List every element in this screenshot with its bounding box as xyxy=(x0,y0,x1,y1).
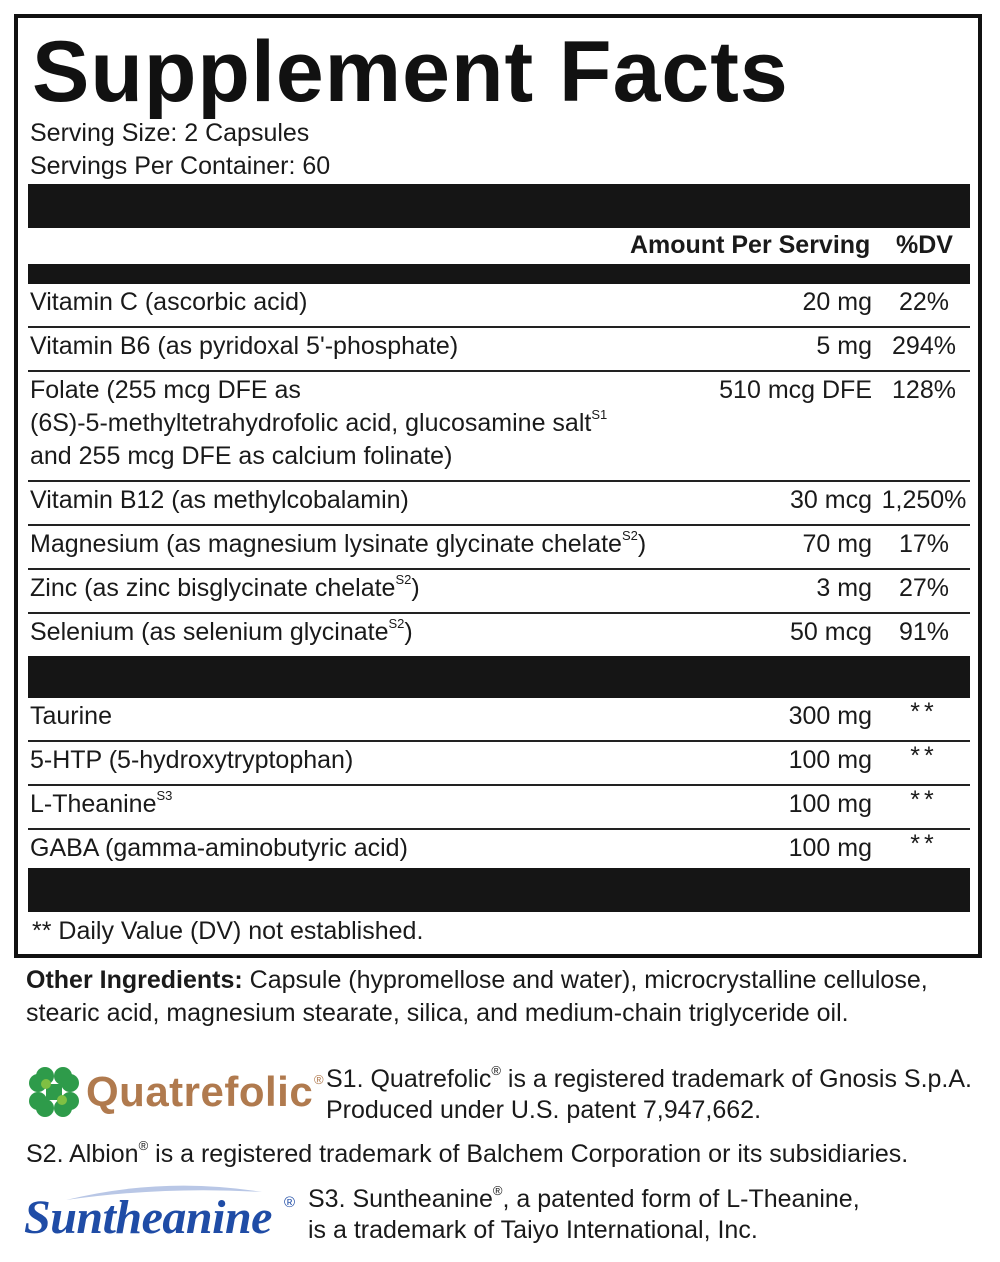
ingredient-dv: ** xyxy=(910,698,938,726)
suntheanine-registered-mark: ® xyxy=(284,1194,296,1211)
s2-text-a: S2. Albion xyxy=(26,1140,139,1168)
trademark-note-s1-line2: Produced under U.S. patent 7,947,662. xyxy=(326,1096,762,1124)
s1-text-a: S1. Quatrefolic xyxy=(326,1065,492,1093)
panel-title: Supplement Facts xyxy=(32,24,789,120)
ingredient-amount: 100 mg xyxy=(788,746,872,774)
clover-icon xyxy=(24,1062,84,1122)
ingredient-name: Taurine xyxy=(30,702,112,730)
s1-text-b: is a registered trademark of Gnosis S.p.A. xyxy=(500,1065,972,1093)
table-row xyxy=(28,742,970,786)
ingredient-dv: ** xyxy=(910,742,938,770)
footnote-marker: S2 xyxy=(395,572,412,587)
ingredient-amount: 3 mg xyxy=(816,574,872,602)
registered-mark: ® xyxy=(492,1183,503,1198)
ingredient-dv: 27% xyxy=(898,574,950,602)
ingredient-name: Vitamin B12 (as methylcobalamin) xyxy=(30,486,409,514)
section-divider-bar xyxy=(28,656,970,698)
ingredient-name xyxy=(30,616,690,649)
ingredient-dv: 128% xyxy=(892,376,956,404)
quatrefolic-registered-mark: ® xyxy=(314,1072,324,1087)
ingredient-amount: 70 mg xyxy=(802,530,872,558)
ingredient-amount: 300 mg xyxy=(788,702,872,730)
table-row xyxy=(28,570,970,614)
other-ingredients-heading: Other Ingredients: xyxy=(26,966,243,994)
table-row xyxy=(28,284,970,328)
ingredient-name-text: Zinc (as zinc bisglycinate chelate xyxy=(30,574,396,602)
ingredient-name-text: L-Theanine xyxy=(30,790,157,818)
ingredient-name: Vitamin B6 (as pyridoxal 5'-phosphate) xyxy=(30,332,459,360)
other-ingredients-text: Capsule (hypromellose and water), microcrystalline cellulose, stearic acid, magnesium stearate, silica, and medium-chain triglyceride oil. xyxy=(26,966,928,1027)
ingredient-amount: 30 mcg xyxy=(790,486,872,514)
ingredient-name xyxy=(30,374,730,473)
ingredient-name xyxy=(30,528,730,561)
suntheanine-wordmark: Suntheanine xyxy=(24,1191,272,1244)
trademark-note-s3-line2: is a trademark of Taiyo International, Inc. xyxy=(308,1216,758,1244)
ingredient-amount: 100 mg xyxy=(788,834,872,862)
registered-mark: ® xyxy=(491,1063,501,1078)
table-row xyxy=(28,526,970,570)
ingredient-dv: 17% xyxy=(898,530,950,558)
trademark-note-s3 xyxy=(308,1184,860,1215)
quatrefolic-wordmark: Quatrefolic xyxy=(86,1068,314,1115)
ingredient-name-suffix: ) xyxy=(411,574,420,602)
other-ingredients xyxy=(26,964,976,1030)
ingredient-dv: 22% xyxy=(898,288,950,316)
s3-text-a: S3. Suntheanine xyxy=(308,1185,493,1213)
ingredient-name-suffix: ) xyxy=(637,530,647,558)
ingredient-name: GABA (gamma-aminobutyric acid) xyxy=(30,834,408,862)
column-header-dv: %DV xyxy=(896,231,953,259)
column-header-amount: Amount Per Serving xyxy=(630,231,871,259)
quatrefolic-logo xyxy=(24,1062,324,1122)
servings-per-container: Servings Per Container: 60 xyxy=(30,152,331,180)
table-row xyxy=(28,614,970,656)
ingredient-dv: ** xyxy=(910,786,938,814)
s2-text-b: is a registered trademark of Balchem Corporation or its subsidiaries. xyxy=(148,1140,909,1168)
ingredient-amount: 510 mcg DFE xyxy=(719,376,872,404)
column-header-rule xyxy=(28,264,970,284)
s3-text-b: , a patented form of L-Theanine, xyxy=(502,1185,860,1213)
ingredient-name-text: Selenium (as selenium glycinate xyxy=(30,618,389,646)
ingredient-amount: 20 mg xyxy=(802,288,872,316)
suntheanine-logo xyxy=(24,1182,306,1244)
ingredient-amount: 50 mcg xyxy=(790,618,872,646)
table-row xyxy=(28,830,970,868)
ingredient-dv: 1,250% xyxy=(881,486,967,514)
table-row xyxy=(28,372,970,482)
supplement-facts-panel xyxy=(14,14,982,958)
ingredient-dv: 294% xyxy=(892,332,956,360)
folate-line-1: Folate (255 mcg DFE as xyxy=(30,376,301,404)
folate-line-3: and 255 mcg DFE as calcium folinate) xyxy=(30,442,453,470)
registered-mark: ® xyxy=(138,1138,149,1153)
ingredient-dv: ** xyxy=(910,830,938,858)
serving-size: Serving Size: 2 Capsules xyxy=(30,119,310,147)
footnote-marker: S2 xyxy=(621,528,638,543)
bottom-bar xyxy=(28,868,970,912)
folate-line-2: (6S)-5-methyltetrahydrofolic acid, glucosamine salt xyxy=(30,409,592,437)
ingredient-name xyxy=(30,788,690,821)
ingredient-amount: 5 mg xyxy=(816,332,872,360)
table-row xyxy=(28,786,970,830)
footnote-marker: S2 xyxy=(388,616,405,631)
ingredient-name-text: Magnesium (as magnesium lysinate glycinate chelate xyxy=(30,530,622,558)
trademark-note-s1 xyxy=(326,1064,972,1095)
trademark-note-s2 xyxy=(26,1139,908,1170)
footnote-marker: S1 xyxy=(591,407,608,422)
ingredient-dv: 91% xyxy=(898,618,950,646)
header-bar xyxy=(28,184,970,228)
table-row xyxy=(28,328,970,372)
dv-footnote: ** Daily Value (DV) not established. xyxy=(32,917,424,945)
footnote-marker: S3 xyxy=(156,788,173,803)
ingredient-amount: 100 mg xyxy=(788,790,872,818)
table-row xyxy=(28,698,970,742)
ingredient-name: Vitamin C (ascorbic acid) xyxy=(30,288,308,316)
table-row xyxy=(28,482,970,526)
ingredient-name xyxy=(30,572,690,605)
ingredient-name-suffix: ) xyxy=(404,618,413,646)
ingredient-name: 5-HTP (5-hydroxytryptophan) xyxy=(30,746,354,774)
